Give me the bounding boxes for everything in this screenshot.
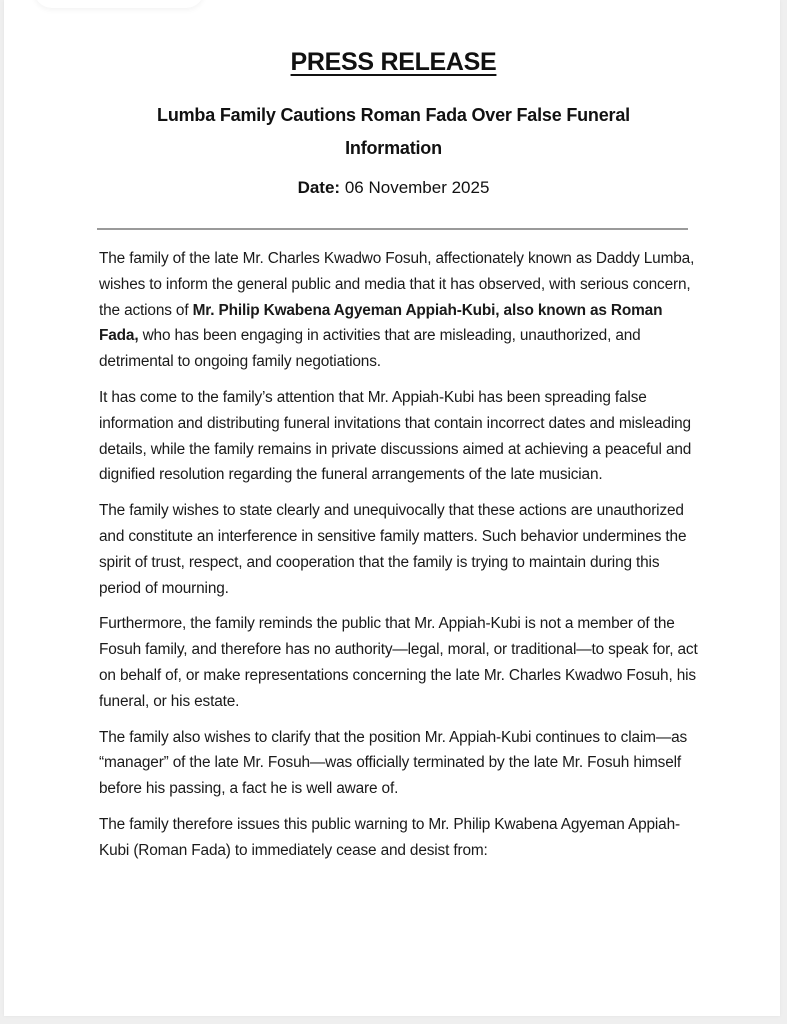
paragraph-5: The family also wishes to clarify that the position Mr. Appiah-Kubi continues to claim—as “manager” of the late Mr. Fosuh—was officially terminated by the late Mr. Fosuh himself before his passing, a fact he is well aware of. — [99, 728, 688, 798]
date-value: 06 November 2025 — [344, 178, 490, 197]
press-release-subtitle: Lumba Family Cautions Roman Fada Over False Funeral Information — [157, 105, 630, 158]
heading-text: PRESS RELEASE — [290, 48, 497, 76]
release-date — [0, 176, 787, 200]
paragraph-1-named-person: Mr. Philip Kwabena Agyeman Appiah-Kubi, also known as Roman Fada, — [99, 301, 663, 345]
paragraph-6: The family therefore issues this public warning to Mr. Philip Kwabena Agyeman Appiah-Kubi (Roman Fada) to immediately cease and desist from: — [99, 815, 680, 859]
paragraph-4: Furthermore, the family reminds the public that Mr. Appiah-Kubi is not a member of the Fosuh family, and therefore has no authority—legal, moral, or traditional—to speak for, act on behalf of, or make representations concerning the late Mr. Charles Kwadwo Fosuh, his funeral, or his estate. — [99, 615, 698, 710]
date-label: Date: — [297, 178, 341, 197]
paragraph-3: The family wishes to state clearly and unequivocally that these actions are unauthorized and constitute an interference in sensitive family matters. Such behavior undermines the spirit of trust, respect, and cooperation that the family is trying to maintain during this period of mourning. — [99, 502, 687, 597]
press-release-heading — [0, 46, 787, 78]
paragraph-2: It has come to the family’s attention that Mr. Appiah-Kubi has been spreading false information and distributing funeral invitations that contain incorrect dates and misleading details, while the family remains in private discussions aimed at achieving a peaceful and dignified resolution regarding the funeral arrangements of the late musician. — [99, 388, 692, 484]
press-release-body — [99, 246, 699, 874]
overlay-pill — [34, 0, 204, 8]
paragraph-1-rest: who has been engaging in activities that are misleading, unauthorized, and detrimental to ongoing family negotiations. — [99, 327, 641, 371]
paragraph-1-intro: The family of the late Mr. Charles Kwadwo Fosuh, affectionately known as Daddy Lumba, wishes to inform the general public and media that it has observed, with serious concern, the actions of — [99, 250, 695, 319]
paragraph-1 — [99, 246, 699, 375]
heading-divider — [97, 228, 688, 230]
